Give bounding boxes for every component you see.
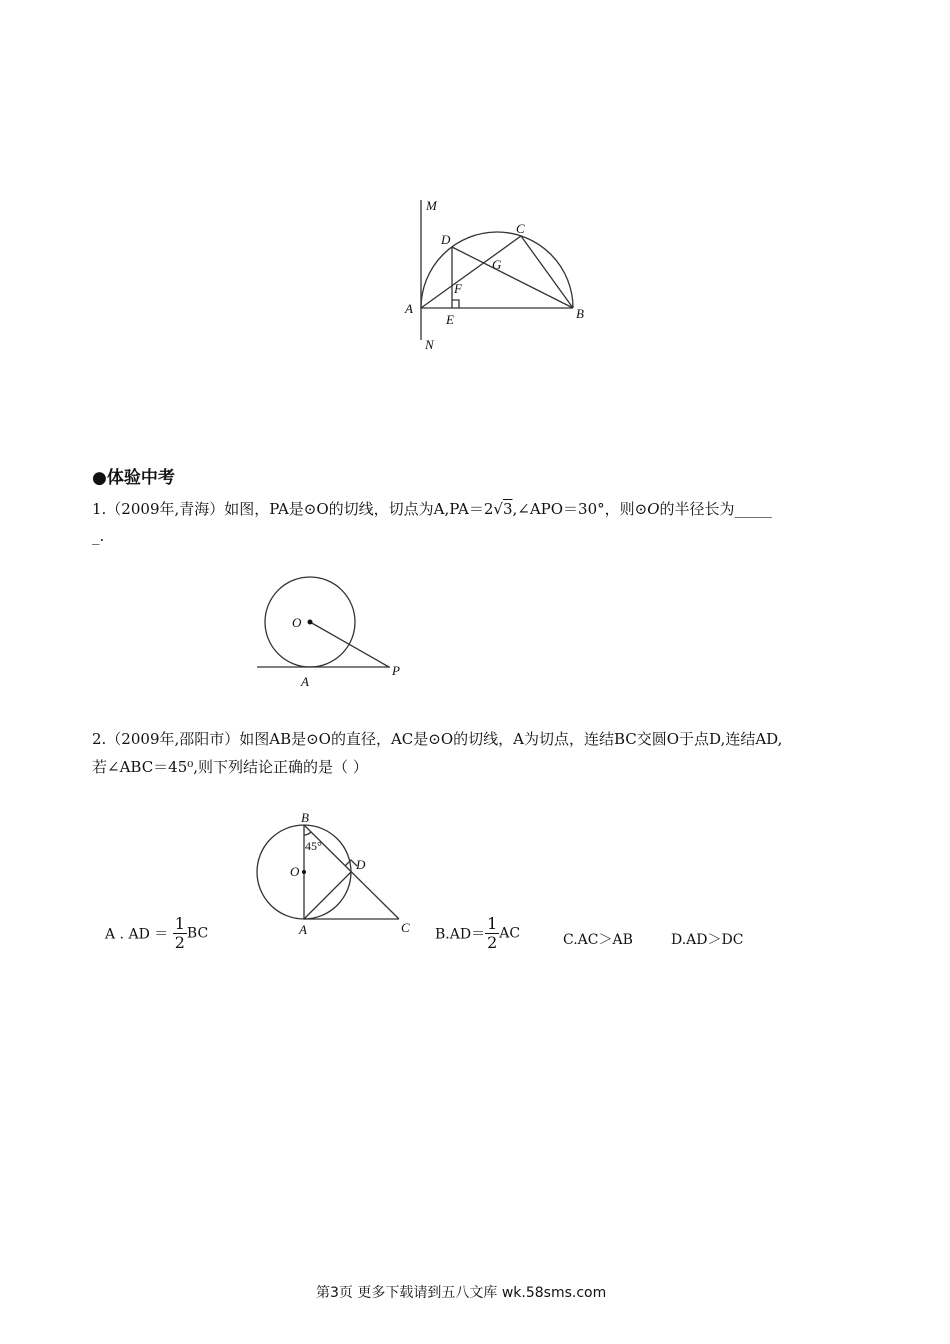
label-b: B <box>576 306 584 321</box>
page-footer <box>316 1282 606 1302</box>
option-a-suffix: BC <box>186 925 209 942</box>
right-angle-mark <box>452 300 459 308</box>
option-a-denominator: 2 <box>174 933 185 952</box>
option-b <box>435 915 520 952</box>
diameter-tangent-figure <box>252 800 422 940</box>
label-c: C <box>516 221 525 236</box>
label-a: A <box>405 301 413 316</box>
footer-suffix: 页 更多下载请到五八文库 wk.58sms.com <box>338 1285 607 1301</box>
label-c: C <box>401 920 410 935</box>
option-b-suffix: AC <box>499 925 521 942</box>
option-b-denominator: 2 <box>487 933 498 952</box>
line-ad <box>304 872 351 919</box>
label-a: A <box>301 674 309 689</box>
label-o: O <box>292 615 302 630</box>
label-n: N <box>425 337 434 352</box>
label-angle: 45° <box>305 839 322 853</box>
label-a: A <box>299 922 307 937</box>
option-b-prefix: B.AD＝ <box>435 926 486 943</box>
question-2-line2: 若∠ABC＝45⁰,则下列结论正确的是（ ） <box>92 758 368 776</box>
option-a-numerator: 1 <box>174 914 185 933</box>
option-a-prefix: A . AD ＝ <box>105 926 169 943</box>
q1-radicand: 3 <box>502 500 513 518</box>
q1-text-middle: ,∠APO＝30°，则 <box>512 500 635 518</box>
footer-prefix: 第 <box>316 1285 330 1301</box>
label-p: P <box>392 663 400 678</box>
label-m: M <box>426 198 437 213</box>
label-f: F <box>454 281 462 296</box>
q1-coef: 2 <box>483 500 494 518</box>
page-number: 3 <box>330 1285 339 1301</box>
question-1 <box>92 498 772 520</box>
label-b: B <box>301 810 309 825</box>
q1-text-before: 1.（2009年,青海）如图，PA是⊙O的切线，切点为A,PA＝ <box>92 500 484 518</box>
line-ac <box>421 236 521 308</box>
label-o: O <box>290 864 300 879</box>
semicircle-figure <box>395 190 605 355</box>
label-g: G <box>492 257 502 272</box>
center-dot <box>308 620 313 625</box>
option-c: C.AC＞AB <box>563 932 633 948</box>
question-1-line2: _. <box>92 527 105 545</box>
q1-circle-o: ⊙O <box>634 500 660 518</box>
option-d: D.AD＞DC <box>671 932 744 948</box>
label-e: E <box>446 312 454 327</box>
angle-mark-b <box>304 832 311 835</box>
line-cb <box>521 236 573 308</box>
center-dot <box>302 870 306 874</box>
section-title: ●体验中考 <box>92 468 175 488</box>
question-2-line1: 2.（2009年,邵阳市）如图AB是⊙O的直径，AC是⊙O的切线，A为切点，连结BC交圆O于点D,连结AD, <box>92 730 783 748</box>
option-b-fraction <box>485 915 499 952</box>
sqrt-icon: √ <box>493 500 503 518</box>
q1-text-after: 的半径长为_____ <box>659 500 773 518</box>
line-db <box>452 247 573 308</box>
tangent-figure <box>252 572 412 690</box>
option-a <box>105 915 208 952</box>
label-d: D <box>441 232 451 247</box>
label-d: D <box>356 857 366 872</box>
option-b-numerator: 1 <box>487 914 498 933</box>
option-a-fraction <box>173 915 187 952</box>
line-op <box>310 622 389 667</box>
